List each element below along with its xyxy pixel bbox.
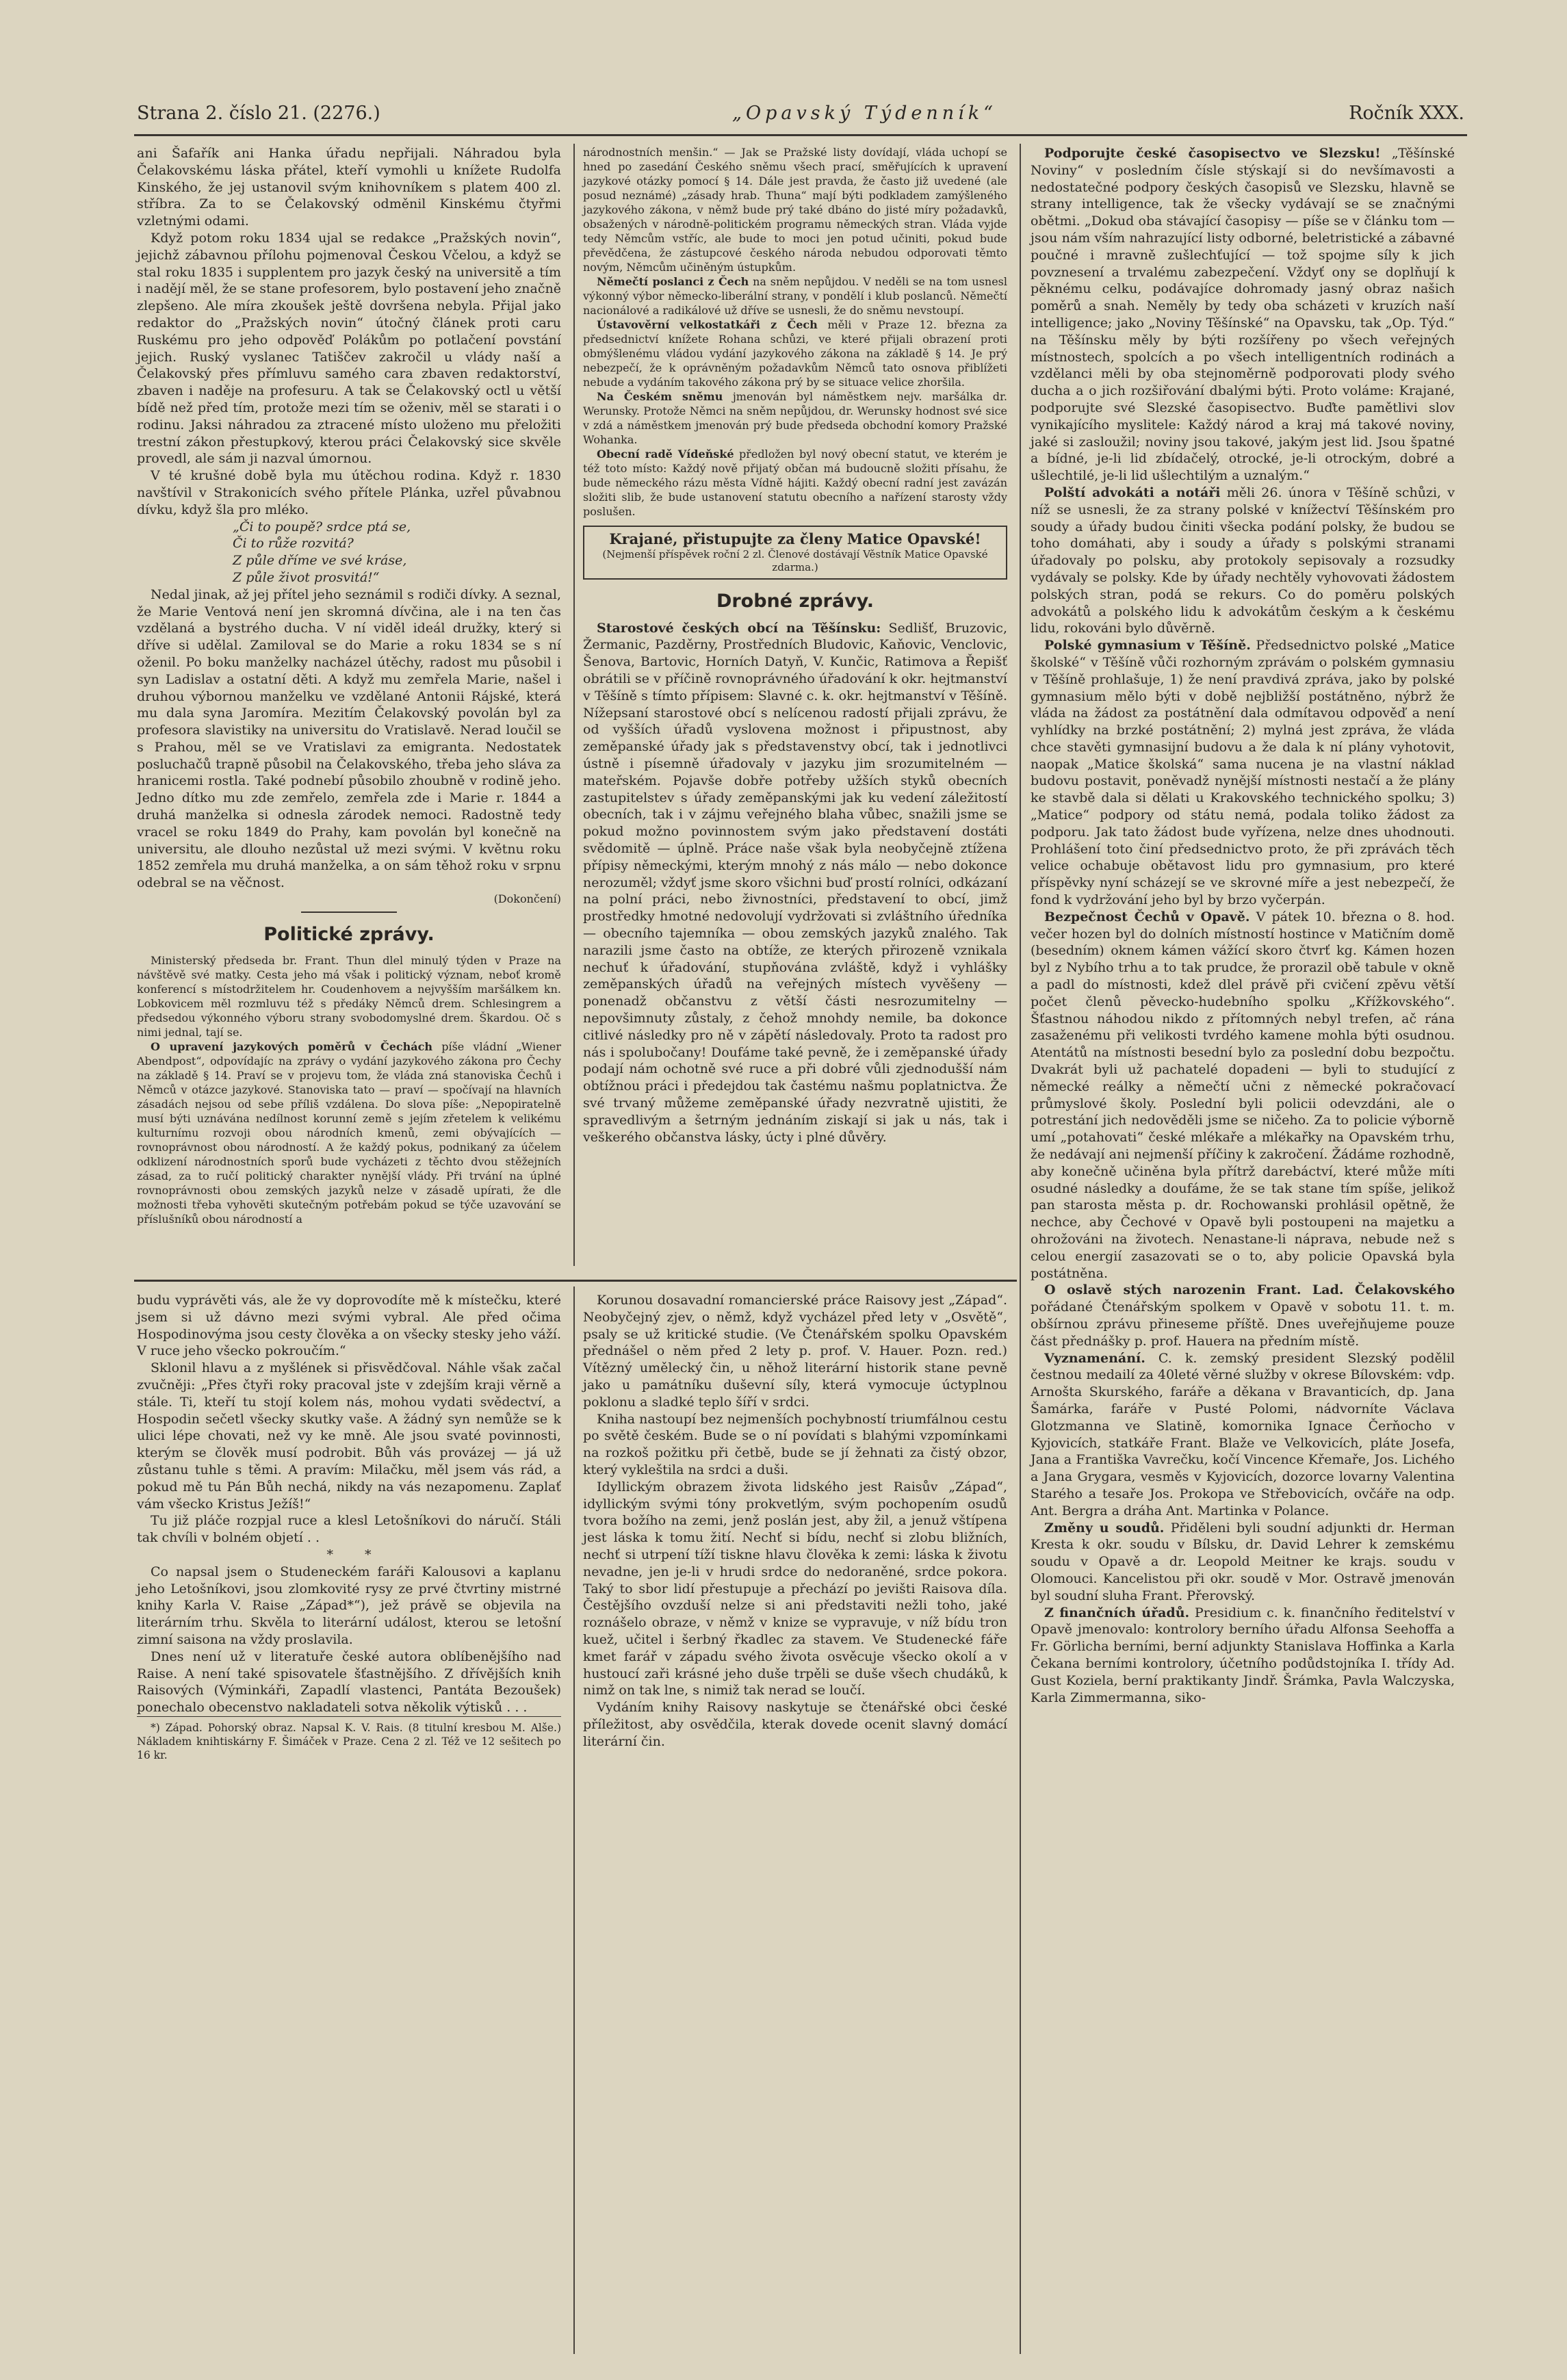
- subheading: Z finančních úřadů.: [1044, 1605, 1190, 1620]
- column-rule: [1020, 144, 1021, 2354]
- paragraph: národnostních menšin.“ — Jak se Pražské listy dovídají, vláda uchopí se hned po zasedání Českého sněmu všech prací, směřujících k upravení jazykové otázky pomocí § 14. Dále jest pravda, že často již uvedené (ale posud neznámé) „zásady hrab. Thuna“ mají býti podkladem zamýšleného jazykového zákona, v němž bude prý také dbáno do jisté míry požadavků, obsažených v národně-politickém programu německých stran. Vláda vyjde tedy Němcům vstříc, ale bude to moci jen potud učiniti, pokud bude převědčena, že zástupcové českého národa nebudou odporovati těmto novým, Němcům učiněným ústupkům.: [583, 146, 1007, 274]
- subheading: Změny u soudů.: [1044, 1520, 1165, 1536]
- paragraph: Tu již pláče rozpjal ruce a klesl Letošníkovi do náručí. Stáli tak chvíli v bolném objetí . .: [137, 1513, 561, 1546]
- page-number: Strana 2. číslo 21. (2276.): [137, 103, 380, 124]
- paragraph: Sedlišť, Bruzovic, Žermanic, Pazděrny, Prostředních Bludovic, Kaňovic, Venclovic, Šenova, Bartovic, Horních Datyň, V. Kunčic, Ratimova a Řepišť obrátili se v příčině rovnoprávného úřadování k okr. hejtmanství v Těšíně s tímto přípisem: Slavné c. k. okr. hejtmanství v Těšíně. Nížepsaní starostové obcí s nelícenou radostí přijali zprávu, že od vyšších úřadů vyslovena možnost i připustnost, aby zeměpanské úřady jak s představenstvy obcí, tak i jednotlivci ústně i písemně úřadovaly v jazyku jim srozumitelném — mateřském. Pojavše dobře potřeby užších styků obecních zastupitelstev s úřady zeměpanskými jak ku vedení záležitostí obecních, tak i v zájmu veřejného blaha vůbec, snažili jsme se pokud možno povinnostem svým jako představení dostáti svědomitě — úplně. Práce naše však byla neobyčejně ztížena přípisy německými, kterým mnohý z nás málo — nebo dokonce nerozuměl; vždyť jsme skoro všichni buď prostí rolníci, odkázaní na polní práci, nebo živnostníci, představení to obcí, jimž prostředky hmotné nedovolují vydržovati si zvláštního úředníka — obecního tajemníka — obou zemských jazyků znalého. Tak narazili jsme často na obtíže, ze kterých přirozeně vznikala nechuť k úřadování, stupňována zvláště, když i vyhlášky zeměpanských úřadů na veřejných místech vyvěšeny — ponenadž občanstvu z větší části nesrozumitelny — nepovšimnuty zůstaly, z čehož mnohdy nemile, ba dokonce citlivé následky pro ně v zápětí následovaly. Proto ta radost pro nás i spolubočany! Doufáme také pevně, že i zeměpanské úřady podají nám ochotně své ruce a při dobré vůli zjednodušší nám obtížnou práci i předejdou tak častému našmu poplatnictva. Že své trvaný můžeme zeměpanské úřady nezvratně ujistiti, že spravedlivým a šetrným jednáním ziskají si jak u nás, tak i veškerého občanstva lásky, úcty i plné důvěry.: [583, 620, 1007, 1145]
- paragraph: budu vyprávěti vás, ale že vy doprovodíte mě k místečku, které jsem si už dávno mezi svými vybral. Ale před očima Hospodinovýma jsou cesty člověka a on všecky stesky jeho váží. V ruce jeho všecko pokroučím.“: [137, 1293, 561, 1359]
- newspaper-title: „Opavský Týdenník“: [732, 103, 997, 124]
- paragraph: měli v Praze 12. března za předsednictví knížete Rohana schůzi, ve které přijali obrazení proti obmýšlenému vládou vydání jazykového zákona na základě § 14. Je prý nebezpečí, že k oprávněným požadavkům Němců tato osnova přiblížeti nebude a vydáním takového zákona prý by se situace velice zhoršila.: [583, 318, 1008, 389]
- paragraph: V té krušné době byla mu útěchou rodina. Když r. 1830 navštívil v Strakonicích svého přítele Plánka, uzřel půvabnou dívku, když šla pro mléko.: [137, 468, 561, 517]
- feuilleton-column-1: [137, 1292, 561, 1762]
- subheading: Podporujte české časopisectvo ve Slezsku!: [1044, 146, 1381, 161]
- notice-title: Krajané, přistupujte za členy Matice Opavské!: [609, 530, 981, 547]
- feuilleton-column-2: [583, 1292, 1007, 1750]
- header-rule: [134, 134, 1467, 136]
- matice-notice-box: [583, 526, 1007, 580]
- subheading: O oslavě stých narozenin Frant. Lad. Čelakovského: [1044, 1282, 1455, 1298]
- paragraph: Ministerský předseda br. Frant. Thun dlel minulý týden v Praze na návštěvě své matky. Cesta jeho má však i politický význam, neboť kromě konferencí s místodržitelem hr. Coudenhovem a nejvyšším maršálkem kn. Lobkovicem měl rozmluvu též s předáky Němců drem. Schlesingrem a předsedou výkonného výboru strany svobodomyslné drem. Škardou. Oč s nimi jednal, tají se.: [137, 953, 561, 1039]
- paragraph: Kniha nastoupí bez nejmenších pochybností triumfálnou cestu po světě českém. Bude se o ní povídati s blahými vzpomínkami na rozkoš požitku při četbě, bude se jí žehnati za čistý obzor, který vykleštila na srdci a duši.: [583, 1411, 1007, 1477]
- section-heading-politicke: Politické zprávy.: [263, 924, 435, 946]
- volume-number: Ročník XXX.: [1349, 103, 1464, 124]
- paragraph: Nedal jinak, až jej přítel jeho seznámil s rodiči dívky. A seznal, že Marie Ventová není jen skromná dívčina, ale i na ten čas vzdělaná a bystrého ducha. V ní viděl ideál družky, který si dříve si udělal. Zamiloval se do Marie a roku 1834 se s ní oženil. Po boku manželky nacházel útěchy, radost mu působil i syn Ladislav a ostatní děti. A když mu zemřela Marie, našel i druhou výbornou manželku ve vzdělané Antonii Rájské, která mu dala syna Jaromíra. Mezitím Čelakovský povolán byl za profesora slavistiky na universitu do Vratislavě. Nerad loučil se s Prahou, měl se ve Vratislavi za emigranta. Nedostatek posluchačů trapně působil na Čelakovského, třeba jeho sláva za hranicemi rostla. Také podnebí působilo zhoubně v rodině jeho. Jedno dítko mu zde zemřelo, zemřela zde i Marie r. 1844 a druhá manželka si odnesla zárodek nemoci. Radostně tedy vracel se roku 1849 do Prahy, kam povolán byl konečně na universitu, ale dlouho nezůstal už mezi svými. V květnu roku 1852 zemřela mu druhá manželka, a on sám těhož roku v srpnu odebral se na věčnost.: [137, 586, 561, 891]
- paragraph: Idyllickým obrazem života lidského jest Raisův „Západ“, idyllickým svými tóny prokvetlým, svým pochopením osudů tvora božího na zemi, jenž poslán jest, aby žil, a jenuž vštípena jest láska k tomu žití. Nechť si bídu, nechť si zlobu bližních, nechť si utrpení tíží tiskne hlavu člověka k zemi: láska k životu nevadne, jen je-li v hrudi srdce do nedoraněné, srdce pokora. Taký to sbor lidí přestupuje a přechází po jevišti Raisova díla. Čestějšího ovzduší nelze si ani představiti nežli toho, jaké roznášelo obraze, v němž v knize se vypravuje, v níž bídu tron kuež, učitel i šerbný řkadlec za stavem. Ve Studenecké fáře kmet farář v západu svého života osvěcuje všecko okolí a v hustoucí zaři krásné jeho duše trpěli se duše všech chudáků, k nimž on tak lne, s nimiž tak nerad se loučí.: [583, 1479, 1007, 1698]
- paragraph: měli 26. února v Těšíně schůzi, v níž se usnesli, že za strany polské v knížectví Těšínském pro soudy a úřady budou činiti všecka podání polsky, že budou se toho domáhati, aby i soudy a úřady s polskými stranami úřadovaly po polsku, aby protokoly sepisovaly a rozsudky vydávaly se polsky. Kde by úřady nechtěly vyhovovati žádostem polských stran, podá se rekurs. Co do poměru polských advokátů a polského lidu k advokátům českým a k českému lidu, rokováni bylo důvěrně.: [1031, 484, 1455, 636]
- feuilleton-rule: [134, 1280, 1017, 1282]
- paragraph: Přiděleni byli soudní adjunkti dr. Herman Kresta k okr. soudu v Bílsku, dr. David Lehrer k zemskému soudu v Opavě a dr. Leopold Meitner ke krajs. soudu v Olomouci. Kancelistou při okr. soudě v Mor. Ostravě jmenován byl soudní sluha Frant. Přerovský.: [1031, 1520, 1455, 1603]
- paragraph: Sklonil hlavu a z myšlének si přisvědčoval. Náhle však začal zvučněji: „Přes čtyři roky pracoval jste v zdejším kraji věrně a stále. Ti, kteří tu stojí kolem nás, mohou vydati svědectví, a Hospodin sečetl všecky skutky vaše. A žádný syn nemůže se k ulici lépe chovati, než vy ke mně. Ale jsou svaté povinnosti, kterým se člověk musí podrobit. Bůh vás provázej — já už zůstanu tuhle s těmi. A pravím: Milačku, měl jsem vás rád, a pokud mě tu Pán Bůh nechá, nikdy na vás nezapomenu. Zaplať vám všecko Kristus Ježíš!“: [137, 1360, 561, 1512]
- section-stars: * *: [326, 1547, 385, 1562]
- subheading: Polské gymnasium v Těšíně.: [1044, 638, 1251, 654]
- poem-line: Z půle dříme ve své kráse,: [233, 553, 407, 569]
- subheading: Bezpečnost Čechů v Opavě.: [1044, 909, 1250, 924]
- divider: [301, 911, 397, 913]
- subheading: Starostové českých obcí na Těšínsku:: [597, 620, 881, 636]
- subheading: Obecní radě Vídeňské: [597, 448, 734, 461]
- subheading: Na Českém sněmu: [597, 390, 723, 403]
- paragraph: „Těšínské Noviny“ v posledním čísle stýskají si do nevšímavosti a nedostatečné podpory českých časopisů ve Slezsku, hlavně se strany intelligence, tak že všecky vydávají se se značnými obětmi. „Dokud oba stávající časopisy — píše se v článku tom — jsou nám vším nahrazující listy odborné, beletristické a zábavné poučné i mravně zušlechťující — tož spojme síly k jich povznesení a trvalému zabezpečení. Vždyť ony se doplňují k pěknému celku, podávajíce dohromady jasný obraz našich poměrů a snah. Neměly by tedy oba scházeti v kruzích naší intelligence; jako „Noviny Těšínské“ na Opavsku, tak „Op. Týd.“ na Těšínsku měly by býti rozšířeny po všech veřejných místnostech, spolcích a po všech intelligentních rodinách a vzdělanci měli by oba stejnoměrně podporovati plody svého ducha a o jich rozšiřování dbalými býti. Proto voláme: Krajané, podporujte své Slezské časopisectvo. Buďte pamětlivi slov vynikajícího myslitele: Každý národ a kraj má takové noviny, jaké si zasloužil; noviny jsou takové, jakým jest lid. Jsou špatné a bídné, je-li lid zbídačelý, otrocké, je-li otrockým, dobré a ušlechtilé, je-li lid ušlechtilým a uznalým.“: [1031, 146, 1455, 484]
- paragraph: C. k. zemský president Slezský podělil čestnou medailí za 40leté věrné služby v okrese Bílovském: vdp. Arnošta Skurského, faráře a děkana v Bravanticích, dp. Jana Šamárka, faráře v Pusté Polomi, nádvorníte Václava Glotzmanna ve Slatině, komornika Ignace Čerňocho v Kyjovicích, statkáře Frant. Blaže ve Velkovicích, pláte Josefa, Jana a Františka Vavrečku, kočí Vincence Křemaře, Jos. Lichého a Jana Grygara, vesměs v Kyjovicích, dozorce lovarny Valentina Starého a tesaře Jos. Prokopa ve Střebovicích, ovčáře na odp. Ant. Bergra a dráha Ant. Martinka v Polance.: [1031, 1350, 1455, 1518]
- subheading: O upravení jazykových poměrů v Čechách: [151, 1039, 432, 1053]
- paragraph: jmenován byl náměstkem nejv. maršálka dr. Werunsky. Protože Němci na sněm nepůjdou, dr. Werunsky hodnost své sice v zdá a náměstkem jmenován prý bude předseda obchodní komory Pražské Wohanka.: [583, 390, 1008, 446]
- paragraph: předložen byl nový obecní statut, ve kterém je též toto místo: Každý nově přijatý občan má budoucně složiti přísahu, že bude německého rázu města Vídně hájiti. Každý obecní radní jest zavázán složiti slib, že bude ustanovení statutu obecního a nařízení starosty vždy poslušen.: [583, 448, 1008, 518]
- paragraph: Korunou dosavadní romancierské práce Raisovy jest „Západ“. Neobyčejný zjev, o němž, když vycházel před lety v „Osvětě“, psaly se už kritické studie. (Ve Čtenářském spolku Opavském přednášel o něm před 2 lety p. prof. V. Hauer. Pozn. red.) Vítězný umělecký čin, u něhož literární historik stane pevně jako u památníku duševní síly, která vymocuje úctyplnou poklonu a sladké teplo šíří v srdci.: [583, 1293, 1007, 1410]
- footnote: *) Západ. Pohorský obraz. Napsal K. V. Rais. (8 titulní kresbou M. Alše.) Nákladem knihtiskárny F. Šimáček v Praze. Cena 2 zl. Též ve 12 sešitech po 16 kr.: [137, 1716, 561, 1762]
- paragraph: pořádané Čtenářským spolkem v Opavě v sobotu 11. t. m. obšírnou zprávu přineseme příště. Dnes uveřejňujeme pouze část přednášky p. prof. Hauera na předním místě.: [1031, 1299, 1455, 1349]
- page-header: [137, 103, 1464, 130]
- column-2: [583, 145, 1007, 1146]
- paragraph: Dnes není už v literatuře české autora oblíbenějšího nad Raise. A není také spisovatele šťastnějšího. Z dřívějších knih Raisových (Výminkáři, Zapadlí vlastenci, Pantáta Bezoušek) ponechalo obecenstvo nakladateli sotva několik výtisků . . .: [137, 1648, 561, 1716]
- paragraph: na sněm nepůjdou. V neděli se na tom usnesl výkonný výbor německo-liberální strany, v pondělí i klub poslanců. Němečtí nacionálové a radikálové už dříve se usnesli, že do sněmu nevstoupí.: [583, 275, 1008, 317]
- subheading: Polští advokáti a notáři: [1044, 484, 1221, 500]
- poem-line: Z půle život prosvitá!“: [233, 569, 380, 585]
- poem-line: „Či to poupě? srdce ptá se,: [233, 519, 411, 534]
- paragraph: ani Šafařík ani Hanka úřadu nepřijali. Náhradou byla Čelakovskému láska přátel, kteří vymohli u knížete Rudolfa Kinského, že jej ustanovil svým knihovníkem s platem 400 zl. stříbra. Za to se Čelakovský odměnil Kinskému čtyřmi vzletnými odami.: [137, 146, 561, 229]
- subheading: Němečtí poslanci z Čech: [597, 275, 749, 288]
- column-rule: [573, 1286, 575, 2354]
- column-rule: [573, 144, 575, 1266]
- column-1: [137, 145, 561, 1226]
- column-3: [1031, 145, 1455, 1706]
- paragraph: Vydáním knihy Raisovy naskytuje se čtenářské obci české příležitost, aby osvědčila, kterak dovede ocenit slavný domácí literární čin.: [583, 1700, 1007, 1749]
- paragraph: Presidium c. k. finančního ředitelství v Opavě jmenovalo: kontrolory berního úřadu Alfonsa Seehoffa a Fr. Görlicha berními, berní adjunkty Stanislava Hoffinka a Karla Čekana berními kontrolory, účetního podůdstojníka I. třídy Ad. Gust Koziela, berní praktikanty Jindř. Šrámka, Pavla Walczyska, Karla Zimmermanna, siko-: [1031, 1605, 1455, 1705]
- subheading: Ústavověrní velkostatkáři z Čech: [597, 318, 818, 331]
- paragraph: Předsednictvo polské „Matice školské“ v Těšíně vůči rozhorným zprávám o polském gymnasiu v Těšíně prohlašuje, 1) že není pravdivá zpráva, jako by polské gymnasium mělo býti v době nejbližší postátněno, nýbrž že vláda na žádost za postátnění dala odmítavou odpověď a není vyhlídky na brzké postátnění; 2) mylná jest zpráva, že vláda chce stavěti gymnasijní budovu a že dala k ní plány vyhotovit, naopak „Matice školská“ sama nucena je na vlastní náklad budovu postavit, poněvadž nynější místnosti nestačí a že plány ke stavbě dala si dělati u Krakovského technického spolku; 3) „Matice“ podpory od státu nemá, podala toliko žádost za podporu. Jak tato žádost bude vyřízena, nelze dnes uhodnouti. Prohlášení toto činí předsednictvo proto, že při zprávách těch velice ochabuje obětavost lidu pro gymnasium, pro které příspěvky nyní scházejí se ve skrovné míře a jest nebezpečí, že fond k vydržování jeho byl by brzo vyčerpán.: [1031, 638, 1455, 908]
- poem-line: Či to růže rozvitá?: [233, 536, 354, 552]
- paragraph: píše vládní „Wiener Abendpost“, odpovídajíc na zprávy o vydání jazykového zákona pro Čechy na základě § 14. Praví se v projevu tom, že vláda zná stanoviska Čechů i Němců v otázce jazykové. Stanoviska tato — praví — spočívají na hlavních zásadách nejsou od sebe příliš vzdálena. Do slova píše: „Nepopiratelně musí býti uznávána nedílnost korunní země s jejím zřetelem k velikému kulturnímu rozvoji obou národních kmenů, zemi obývajících — rovnoprávnost obou národností. A že každý pokus, podnikaný za účelem odklizení národnostních sporů bude vycházeti z těchto dvou stěžejních zásad, za to ručí politický charakter nynější vlády. Při trvání na úplné rovnoprávnosti obou zemských jazyků nelze v zásadě upírati, že dle možnosti třeba vyhověti skutečným potřebám pokud se týče uzavování se příslušníků obou národností a: [137, 1039, 562, 1226]
- continued-note: (Dokončení): [493, 892, 561, 906]
- paragraph: V pátek 10. března o 8. hod. večer hozen byl do dolních místností hostince v Matičním domě (besedním) oknem kámen vážící skoro čtvrť kg. Kámen hozen byl z Nybího trhu a to tak prudce, že prorazil obě tabule v okně a padl do místnosti, kdež dlel právě při cvičení zpěvu větší počet členů pěvecko-hudebního spolku „Křížkovského“. Šťastnou náhodou nikdo z přítomných nebyl trefen, ač rána zasaženému při velikosti tvrdého kamene mohla býti osudnou. Atentátů na místnosti besední bylo za poslední dobu bezpočtu. Dvakrát byli už pachatelé dopadeni — byli to studující z německé reálky a němečtí učni z německé pokračovací průmyslové školy. Poslední byli policii odevzdáni, ale o potrestání jich nedověděli jsme se ničeho. Za to policie výborně umí „potahovati“ české mlékaře a mlékařky na Opavském trhu, že nedávají ani nejmenší příčiny k zakročení. Žádáme rozhodně, aby konečně učiněna byla přítrž darebáctví, které může míti osudné následky a doufáme, že se tak stane tím spíše, jelikož pan starosta města p. dr. Rochowanski prohlásil opětně, že nechce, aby Čechové v Opavě byli postoupeni na majetku a ohrožováni na životech. Nenastane-li náprava, nebude než s celou energií zasazovati se o to, aby policie Opavská byla postátněna.: [1031, 909, 1455, 1281]
- section-heading-drobne: Drobné zprávy.: [716, 590, 875, 612]
- paragraph: Co napsal jsem o Studeneckém faráři Kalousovi a kaplanu jeho Letošníkovi, jsou zlomkovité rysy ze prvé čtvrtiny mistrné knihy Karla V. Raise „Západ*“), jež právě se objevila na literárním trhu. Skvěla to literární událost, kterou se letošní zimní saisona na vždy proslavila.: [137, 1564, 561, 1647]
- paragraph: Když potom roku 1834 ujal se redakce „Pražských novin“, jejichž zábavnou přílohu pojmenoval Českou Včelou, a když se stal roku 1835 i supplentem pro jazyk český na universitě a tím i nadějí měl, že se stane profesorem, bylo postavení jeho značně zlepšeno. Ale míra zkoušek ještě dovršena nebyla. Přijal jako redaktor do „Pražských novin“ útočný článek proti caru Ruskému pro jeho odpověď Polákům po potlačení povstání jejich. Ruský vyslanec Tatiščev zakročil u vlády naší a Čelakovský přes přímluvu samého cara zbaven redaktorství, zbaven i naděje na profesuru. A tak se Čelakovský octl u větší bídě než před tím, protože mezi tím se oženiv, měl se starati i o rodinu. Jaksi náhradou za ztracené místo uloženo mu přeložiti trestní zákon přestupkový, kterou práci Čelakovský sice skvěle provedl, ale sám ji nazval úmornou.: [137, 230, 561, 467]
- subheading: Vyznamenání.: [1044, 1350, 1145, 1366]
- notice-text: (Nejmenší příspěvek roční 2 zl. Členové dostávají Věstník Matice Opavské zdarma.): [602, 547, 988, 573]
